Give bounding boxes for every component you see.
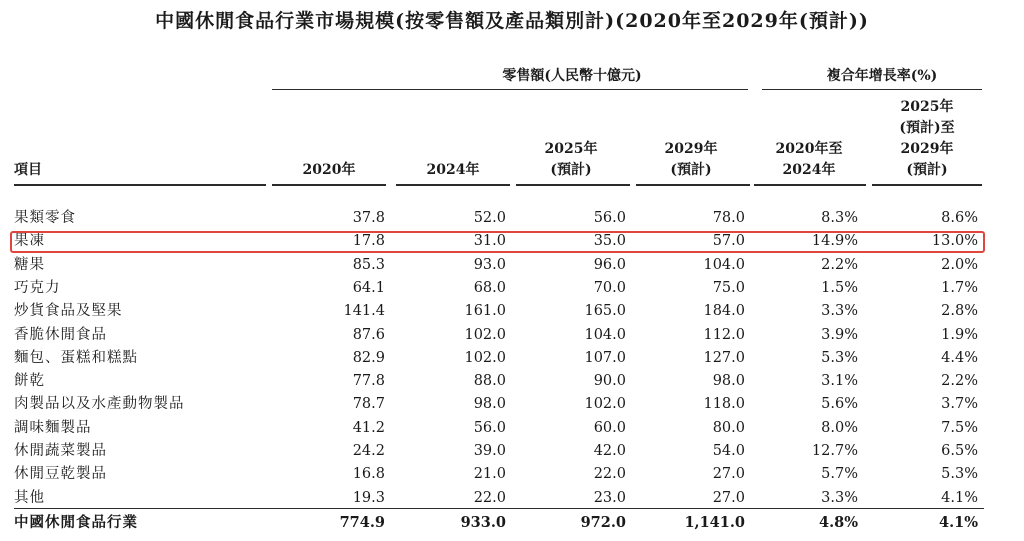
cell-v2024: 56.0 — [473, 419, 506, 436]
cell-c2: 1.9% — [941, 326, 978, 343]
table-row — [0, 347, 1024, 369]
cell-v2024: 102.0 — [464, 349, 506, 366]
header-cagr2-line3: 2029年 — [900, 141, 954, 157]
cell-c1: 2.2% — [821, 256, 858, 273]
header-2029-line1: 2029年 — [664, 141, 718, 157]
table-row — [0, 277, 1024, 299]
cell-v2025: 35.0 — [593, 233, 626, 250]
cell-v2020: 41.2 — [352, 419, 385, 436]
cell-v2029: 184.0 — [703, 303, 745, 320]
cell-c2: 6.5% — [941, 443, 978, 459]
highlight-box — [10, 231, 985, 253]
cell-v2024: 39.0 — [473, 443, 506, 459]
header-rule-2029 — [636, 184, 750, 186]
cell-c1: 4.8% — [818, 513, 858, 531]
cell-v2024: 52.0 — [473, 210, 506, 226]
cell-c1: 8.3% — [821, 210, 858, 226]
cell-v2029: 98.0 — [712, 373, 745, 390]
cell-v2020: 87.6 — [352, 326, 385, 343]
cell-v2020: 64.1 — [352, 279, 385, 296]
row-label: 巧克力 — [14, 279, 61, 296]
table-row — [0, 300, 1024, 322]
cell-v2029: 27.0 — [712, 466, 745, 483]
cell-v2024: 161.0 — [464, 303, 506, 320]
cell-v2029: 57.0 — [712, 233, 745, 250]
header-cagr2-line4: (預計) — [906, 162, 948, 178]
row-label: 中國休閒食品行業 — [14, 513, 138, 531]
cell-c1: 3.9% — [821, 326, 858, 343]
row-label: 糖果 — [14, 256, 45, 273]
table-total-row — [0, 512, 1024, 534]
cell-v2025: 23.0 — [593, 489, 626, 506]
cell-v2025: 165.0 — [584, 303, 626, 320]
cell-c2: 13.0% — [931, 233, 978, 250]
row-label: 休閒豆乾製品 — [14, 466, 107, 483]
cell-v2020: 19.3 — [352, 489, 385, 506]
cell-v2024: 93.0 — [473, 256, 506, 273]
header-retail-group: 零售額(人民幣十億元) — [502, 68, 642, 84]
header-cagr-2020-2024 — [752, 139, 866, 181]
cell-v2025: 60.0 — [593, 419, 626, 436]
cell-c2: 5.3% — [941, 466, 978, 483]
row-label: 果類零食 — [14, 210, 76, 226]
cell-v2024: 933.0 — [460, 513, 506, 531]
cell-v2025: 972.0 — [580, 513, 626, 531]
cell-c2: 7.5% — [941, 419, 978, 436]
cell-c1: 5.3% — [821, 349, 858, 366]
header-2025-line1: 2025年 — [544, 141, 598, 157]
header-cagr2-line2: (預計)至 — [899, 120, 955, 136]
row-label: 香脆休閒食品 — [14, 326, 107, 343]
cell-v2024: 98.0 — [473, 396, 506, 413]
table-title: 中國休閒食品行業市場規模(按零售額及產品類別計)(2020年至2029年(預計)) — [155, 10, 869, 32]
cell-v2029: 75.0 — [712, 279, 745, 296]
cell-v2020: 85.3 — [352, 256, 385, 273]
cell-v2020: 17.8 — [352, 233, 385, 250]
header-cagr-group: 複合年增長率(%) — [826, 68, 938, 84]
header-cagr-2025-2029 — [870, 97, 984, 181]
cell-v2025: 96.0 — [593, 256, 626, 273]
cell-c1: 12.7% — [811, 443, 858, 459]
header-item: 項目 — [14, 162, 42, 178]
cell-v2025: 56.0 — [593, 210, 626, 226]
header-2025 — [514, 139, 628, 181]
cell-c1: 8.0% — [821, 419, 858, 436]
cell-v2024: 21.0 — [473, 466, 506, 483]
cell-c1: 14.9% — [811, 233, 858, 250]
cell-v2024: 31.0 — [473, 233, 506, 250]
cell-v2025: 104.0 — [584, 326, 626, 343]
cell-v2020: 78.7 — [352, 396, 385, 413]
cell-v2020: 16.8 — [352, 466, 385, 483]
header-2025-line2: (預計) — [550, 162, 592, 178]
cell-c2: 4.1% — [941, 489, 978, 506]
total-rule — [14, 508, 984, 509]
cell-v2029: 118.0 — [703, 396, 745, 413]
header-retail-rule — [272, 89, 748, 90]
cell-v2020: 37.8 — [352, 210, 385, 226]
cell-c2: 1.7% — [941, 279, 978, 296]
header-rule-2024 — [396, 184, 510, 186]
cell-c2: 2.0% — [941, 256, 978, 273]
cell-v2029: 1,141.0 — [684, 513, 745, 531]
cell-c1: 5.6% — [821, 396, 858, 413]
cell-v2025: 102.0 — [584, 396, 626, 413]
cell-c1: 3.3% — [821, 303, 858, 320]
cell-v2020: 24.2 — [352, 443, 385, 459]
cell-v2029: 104.0 — [703, 256, 745, 273]
cell-v2029: 54.0 — [712, 443, 745, 459]
cell-v2025: 22.0 — [593, 466, 626, 483]
cell-v2024: 102.0 — [464, 326, 506, 343]
cell-v2025: 90.0 — [593, 373, 626, 390]
header-2029-line2: (預計) — [670, 162, 712, 178]
table-row — [0, 463, 1024, 485]
cell-c2: 3.7% — [941, 396, 978, 413]
row-label: 餅乾 — [14, 373, 45, 390]
cell-c1: 3.3% — [821, 489, 858, 506]
table-row — [0, 487, 1024, 509]
cell-c2: 4.4% — [941, 349, 978, 366]
header-cagr-rule — [762, 89, 982, 90]
cell-v2025: 107.0 — [584, 349, 626, 366]
cell-v2024: 22.0 — [473, 489, 506, 506]
header-2029 — [634, 139, 748, 181]
table-row — [0, 324, 1024, 346]
cell-v2025: 70.0 — [593, 279, 626, 296]
header-cagr1-line2: 2024年 — [782, 162, 836, 178]
cell-v2020: 82.9 — [352, 349, 385, 366]
table-row — [0, 370, 1024, 392]
row-label: 休閒蔬菜製品 — [14, 443, 107, 459]
header-cagr1-line1: 2020年至 — [775, 141, 843, 157]
header-rule-cagr1 — [754, 184, 866, 186]
row-label: 肉製品以及水產動物製品 — [14, 396, 185, 413]
cell-v2029: 27.0 — [712, 489, 745, 506]
table-row — [0, 393, 1024, 415]
cell-c2: 2.8% — [941, 303, 978, 320]
cell-v2020: 774.9 — [339, 513, 385, 531]
cell-c2: 2.2% — [941, 373, 978, 390]
cell-c2: 4.1% — [938, 513, 978, 531]
cell-v2024: 68.0 — [473, 279, 506, 296]
header-2020: 2020年 — [302, 162, 356, 178]
row-label: 麵包、蛋糕和糕點 — [14, 349, 138, 366]
cell-c2: 8.6% — [941, 210, 978, 226]
cell-v2020: 141.4 — [343, 303, 385, 320]
header-rule-cagr2 — [872, 184, 982, 186]
header-rule-item — [14, 184, 266, 186]
header-cagr2-line1: 2025年 — [900, 99, 954, 115]
header-rule-2020 — [272, 184, 386, 186]
row-label: 其他 — [14, 489, 45, 506]
cell-c1: 1.5% — [821, 279, 858, 296]
cell-v2029: 112.0 — [703, 326, 745, 343]
table-row — [0, 207, 1024, 229]
header-rule-2025 — [516, 184, 630, 186]
cell-v2029: 78.0 — [712, 210, 745, 226]
table-row — [0, 254, 1024, 276]
cell-c1: 5.7% — [821, 466, 858, 483]
cell-c1: 3.1% — [821, 373, 858, 390]
cell-v2020: 77.8 — [352, 373, 385, 390]
row-label: 炒貨食品及堅果 — [14, 303, 123, 320]
cell-v2025: 42.0 — [593, 443, 626, 459]
header-2024: 2024年 — [426, 162, 480, 178]
table-row — [0, 440, 1024, 462]
cell-v2024: 88.0 — [473, 373, 506, 390]
cell-v2029: 127.0 — [703, 349, 745, 366]
row-label: 果凍 — [14, 233, 45, 250]
cell-v2029: 80.0 — [712, 419, 745, 436]
table-row — [0, 417, 1024, 439]
row-label: 調味麵製品 — [14, 419, 92, 436]
